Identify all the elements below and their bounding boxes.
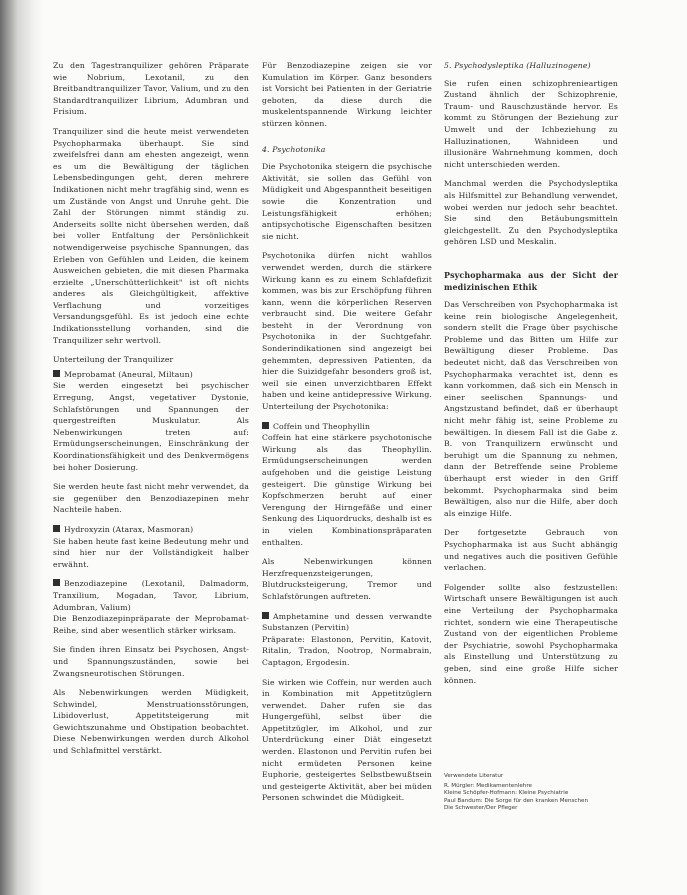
bullet-square-icon bbox=[53, 525, 60, 532]
literature-item: Die Schwester/Der Pfleger bbox=[444, 804, 518, 811]
paragraph: Sie haben heute fast keine Bedeutung mehr und sind hier nur der Vollständigkeit halber erwähnt. bbox=[53, 536, 249, 569]
bullet-title: Meprobamat (Aneural, Miltaun) bbox=[64, 369, 193, 379]
bullet-title: Coffein und Theophyllin bbox=[273, 421, 371, 431]
paragraph: Sie rufen einen schizophrenieartigen Zustand ähnlich der Schizophrenie, Traum- und Rauschzustände hervor. Es kommt zu Störungen der Beziehung zur Umwelt und der Ichbeziehung zu Halluzinationen, Wahnideen und illusionäre Wahrnehmung kommen, doch nicht unterschieden werden. bbox=[444, 78, 618, 169]
text-column-1 bbox=[53, 60, 249, 765]
bullet-title: Benzodiazepine (Lexotanil, Dalmadorm, Tranxilium, Mogadan, Tavor, Librium, Adumbran, Valium) bbox=[53, 579, 249, 612]
bullet-square-icon bbox=[53, 579, 60, 586]
bullet-square-icon bbox=[262, 612, 269, 619]
literature-item: Paul Bandum: Die Sorge für den kranken Menschen bbox=[444, 797, 589, 804]
paragraph: Psychotonika dürfen nicht wahllos verwendet werden, durch die stärkere Wirkung kann es zu einem Schlafdefizit kommen, was bis zur Erschöpfung führen kann, wenn die körperlichen Reserven verbraucht sind. Die weitere Gefahr besteht in der Verordnung von Psychotonika in der Suchtgefahr. Sonderindikationen sind angezeigt bei gehemmten, depressiven Patienten, da hier die Suizidgefahr besonders groß ist, weil sie einen unverzichtbaren Effekt haben und keine antidepressive Wirkung. Unterteilung der Psychotonika: bbox=[262, 251, 432, 412]
bullet-benzodiazepine bbox=[53, 578, 249, 613]
paragraph: Sie werden heute fast nicht mehr verwendet, da sie gegenüber den Benzodiazepinen mehr Nachteile haben. bbox=[53, 482, 249, 515]
paragraph: Sie werden eingesetzt bei psychischer Erregung, Angst, vegetativer Dystonie, Schlafstörungen und Spannungen der quergestreiften Muskulatur. Als Nebenwirkungen treten auf: Ermüdungserscheinungen, Einschränkung der Koordinationsfähigkeit und des Denkvermögens bei hoher Dosierung. bbox=[53, 381, 249, 472]
literature-list bbox=[444, 773, 618, 812]
paragraph: Der fortgesetzte Gebrauch von Psychopharmaka ist aus Sucht abhängig und negatives auch die positiven Gefühle verlachen. bbox=[444, 528, 618, 573]
bullet-hydroxyzin bbox=[53, 524, 249, 536]
bullet-title: Hydroxyzin (Atarax, Masmoran) bbox=[64, 524, 194, 534]
bullet-square-icon bbox=[262, 422, 269, 429]
literature-items bbox=[444, 783, 618, 812]
paragraph: Als Nebenwirkungen können Herzfrequenzsteigerungen, Blutdrucksteigerung, Tremor und Schlafstörungen auftreten. bbox=[262, 557, 432, 601]
paragraph: Sie finden ihren Einsatz bei Psychosen, Angst- und Spannungszuständen, sowie bei Zwangsneurotischen Störungen. bbox=[53, 645, 249, 678]
section-heading-psychodysleptika: 5. Psychodysleptika (Halluzinogene) bbox=[444, 61, 591, 70]
literature-title: Verwendete Literatur bbox=[444, 773, 504, 779]
section-heading-psychotonika: 4. Psychotonika bbox=[262, 144, 326, 154]
paragraph: Die Psychotonika steigern die psychische Aktivität, sie sollen das Gefühl von Müdigkeit und Abgespanntheit beseitigen sowie die Konzentration und Leistungsfähigkeit erhöhen; antipsychotische Eigenschaften besitzen sie nicht. bbox=[262, 162, 432, 241]
bullet-title: Amphetamine und dessen verwandte Substanzen (Pervitin) bbox=[262, 611, 432, 633]
text-column-3 bbox=[444, 60, 618, 694]
paragraph: Die Benzodiazepinpräparate der Meprobamat-Reihe, sind aber wesentlich stärker wirksam. bbox=[53, 614, 249, 635]
paragraph: Als Nebenwirkungen werden Müdigkeit, Schwindel, Menstruationsstörungen, Libidoverlust, Appetitsteigerung mit Gewichtszunahme und Obstipation beobachtet. Diese Nebenwirkungen werden durch Alkohol und Schlafmittel verstärkt. bbox=[53, 688, 249, 756]
subheading: Unterteilung der Tranquilizer bbox=[53, 355, 174, 365]
paragraph: Das Verschreiben von Psychopharmaka ist keine rein biologische Angelegenheit, sondern stellt die Frage über psychische Probleme und das Bitten um Hilfe zur Bewältigung dieser Probleme. Das bedeutet nicht, daß das Verschreiben von Psychopharmaka verachtet ist, denn es kann vorkommen, daß sich ein Mensch in einer seelischen Spannungs- und Angstzustand befindet, daß er überhaupt nicht mehr fähig ist, seine Probleme zu bewältigen. In diesem Fall ist die Gabe z. B. von Tranquilizern erwünscht und beruhigt um die Spannung zu nehmen, dann der Betreffende seine Probleme überhaupt erst wieder in den Griff bekommt. Psychopharmaka sind beim Bewältigen, also nur die Hilfe, aber doch als einzige Hilfe. bbox=[444, 300, 618, 518]
bullet-meprobamat bbox=[53, 369, 249, 381]
section-heading-ethics: Psychopharmaka aus der Sicht der medizinischen Ethik bbox=[444, 270, 618, 292]
bullet-amphetamine bbox=[262, 611, 432, 634]
page-fold-shadow bbox=[0, 0, 44, 895]
bullet-square-icon bbox=[53, 370, 60, 377]
literature-item: Kleine Schöpfer-Hofmann: Kleine Psychiatrie bbox=[444, 790, 569, 797]
paragraph: Sie wirken wie Coffein, nur werden auch in Kombination mit Appetitzüglern verwendet. Daher rufen sie das Hungergefühl, selbst über die Appetitzügler, im Alkohol, und zur Unterdrückung einer Diät eingesetzt werden. Elastonon und Pervitin rufen bei nicht ermüdeten Personen keine Euphorie, gesteigertes Selbstbewußtsein und gesteigerte Aktivität, aber bei müden Personen schwindet die Müdigkeit. bbox=[262, 677, 432, 803]
paragraph: Tranquilizer sind die heute meist verwendeten Psychopharmaka überhaupt. Sie sind zweifelsfrei dann am ehesten angezeigt, wenn es um die Bewältigung der täglichen Lebensbedingungen geht, deren mehrere Indikationen nicht mehr tragfähig sind, wenn es um Zustände von Angst und Unruhe geht. Die Zahl der Störungen nimmt ständig zu. Anderseits sollte nicht übersehen werden, daß bei voller Entfaltung der Persönlichkeit notwendigerweise psychische Spannungen, das Erleben von Gefühlen und Leiden, die keinem Ausweichen gebieten, die mit diesen Pharmaka erzielte „Unerschütterlichkeit" ist oft nichts anderes als Gleichgültigkeit, affektive Verflachung und vorzeitiges Versandungsgefühl. Es ist jedoch eine echte Indikationsstellung vorhanden, sind die Tranquilizer sehr wertvoll. bbox=[53, 126, 249, 345]
paragraph: Folgender sollte also festzustellen: Wirtschaft unsere Bewältigungen ist auch eine Verteilung der Psychopharmaka richtet, sondern wie eine Therapeutische Zustand von der eigentlichen Probleme der Psychiatrie, sowohl Psychopharmaka als Einstellung und Unterstützung zu geben, sind eine große Hilfe sicher können. bbox=[444, 582, 618, 685]
literature-item: R. Mürgler: Medikamentenlehre bbox=[444, 783, 532, 790]
paragraph: Präparate: Elastonon, Pervitin, Katovit, Ritalin, Tradon, Nootrop, Normabrain, Captagon, Ergodesin. bbox=[262, 634, 432, 667]
paragraph: Manchmal werden die Psychodysleptika als Hilfsmittel zur Behandlung verwendet, wobei werden nur jedoch sehr beachtet. Sie sind den Betäubungsmitteln gleichgestellt. Zu den Psychodysleptika gehören LSD und Meskalin. bbox=[444, 179, 618, 247]
paragraph: Für Benzodiazepine zeigen sie vor Kumulation im Körper. Ganz besonders ist Vorsicht bei Patienten in der Geriatrie geboten, da diese durch die muskelentspannende Wirkung leichter stürzen können. bbox=[262, 61, 432, 128]
paragraph: Coffein hat eine stärkere psychotonische Wirkung als das Theophyllin. Ermüdungserscheinungen werden aufgehoben und die geistige Leistung gesteigert. Die günstige Wirkung bei Kopfschmerzen beruht auf einer Verengung der Hirngefäße und einer Senkung des Liquordrucks, deshalb ist es in vielen Kombinationspräparaten enthalten. bbox=[262, 433, 432, 547]
text-column-2 bbox=[262, 60, 432, 812]
bullet-coffein bbox=[262, 421, 432, 433]
paragraph: Zu den Tagestranquilizer gehören Präparate wie Nobrium, Lexotanil, zu den Breitbandtranquilizer Tavor, Valium, und zu den Standardtranquilizer Librium, Adumbran und Frisium. bbox=[53, 61, 249, 117]
